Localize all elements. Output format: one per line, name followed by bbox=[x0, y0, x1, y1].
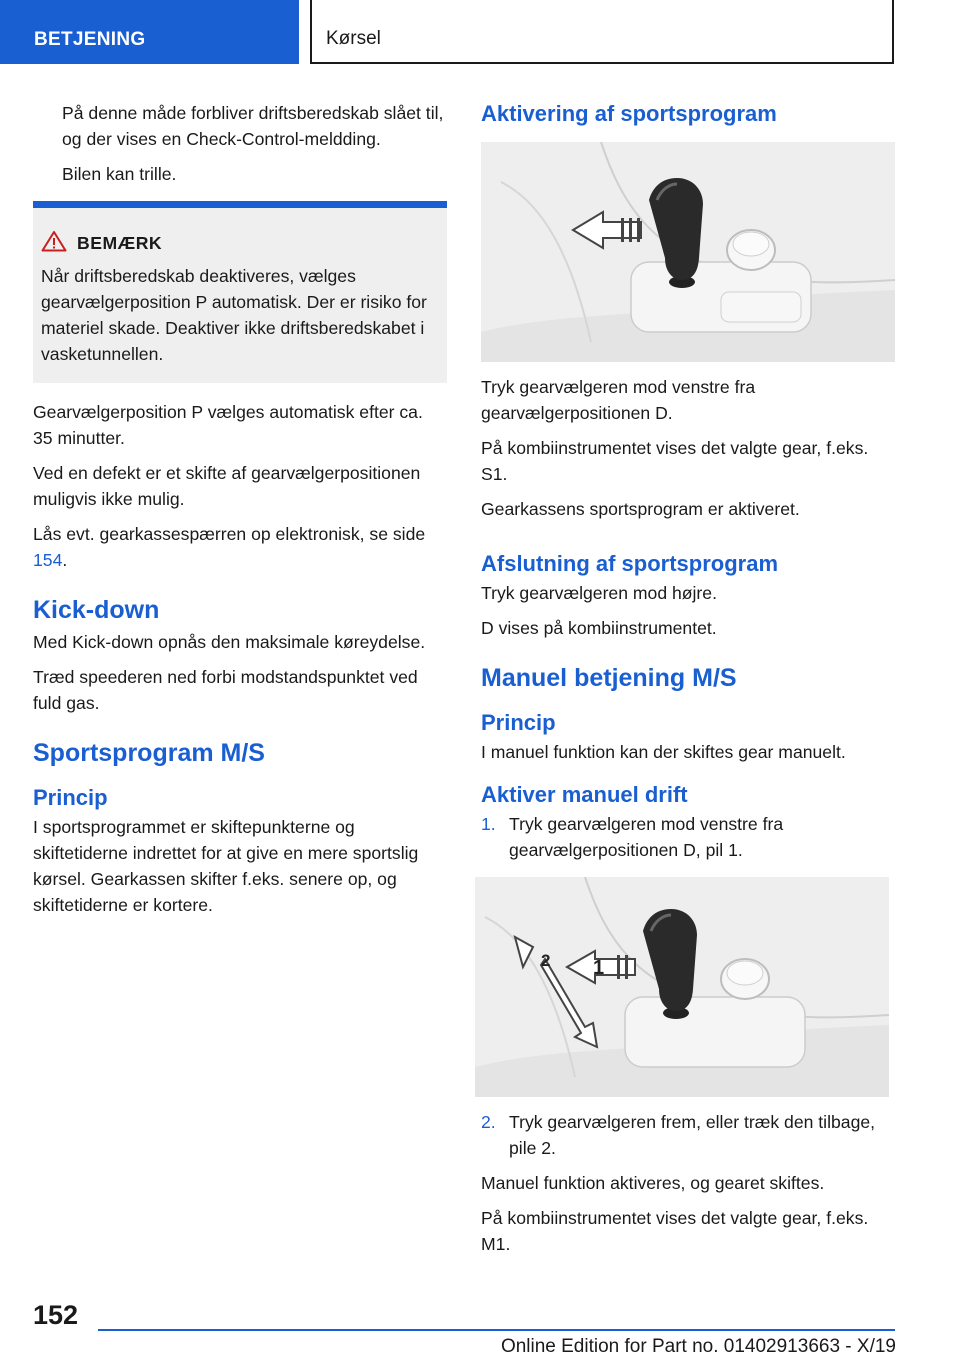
intro-paragraph: På denne måde forbliver driftsberedskab slået til, og der vises en Check-Control-meldding. bbox=[62, 103, 444, 149]
left-column bbox=[33, 100, 447, 927]
manual-heading: Manuel betjening M/S bbox=[481, 664, 737, 692]
right-column bbox=[481, 100, 895, 1266]
note-header bbox=[41, 230, 431, 257]
warning-triangle-icon bbox=[41, 230, 67, 257]
note-text: Når driftsberedskab deaktiveres, vælges gearvælgerposition P automatisk. Der er risiko for materiel skade. Deaktiver ikke driftsberedskabet i vasketunnellen. bbox=[41, 266, 427, 364]
sport-principle-heading: Princip bbox=[33, 785, 108, 810]
paragraph: Gearvælgerposition P vælges automatisk efter ca. 35 minutter. bbox=[33, 402, 423, 448]
step-number: 1. bbox=[481, 814, 496, 834]
figure-label-1: 1 bbox=[593, 957, 605, 979]
step-number: 2. bbox=[481, 1112, 496, 1132]
paragraph: Træd speederen ned forbi modstandspunktet ved fuld gas. bbox=[33, 667, 418, 713]
step-text: Tryk gearvælgeren frem, eller træk den tilbage, pile 2. bbox=[509, 1112, 876, 1158]
section-title: BETJENING bbox=[34, 29, 146, 50]
footer-divider bbox=[98, 1329, 895, 1331]
paragraph: Ved en defekt er et skifte af gearvælgerpositionen muligvis ikke mulig. bbox=[33, 463, 421, 509]
paragraph: Med Kick-down opnås den maksimale køreydelse. bbox=[33, 632, 426, 652]
list-item bbox=[481, 1109, 895, 1161]
paragraph: I sportsprogrammet er skiftepunkterne og skiftetiderne indrettet for at give en mere sportslig kørsel. Gearkassen skifter f.eks. senere op, og skiftetiderne er kortere. bbox=[33, 817, 419, 915]
step-text: Tryk gearvælgeren mod venstre fra gearvælgerpositionen D, pil 1. bbox=[509, 814, 784, 860]
paragraph: D vises på kombiinstrumentet. bbox=[481, 618, 717, 638]
section-tab bbox=[0, 0, 299, 64]
edition-text: Online Edition for Part no. 01402913663 - X/19 bbox=[500, 1336, 896, 1357]
paragraph: Tryk gearvælgeren mod højre. bbox=[481, 583, 717, 603]
page-link[interactable]: 154 bbox=[33, 550, 63, 570]
kickdown-heading: Kick-down bbox=[33, 596, 160, 624]
activate-manual-heading: Aktiver manuel drift bbox=[481, 782, 688, 807]
paragraph: Tryk gearvælgeren mod venstre fra gearvælgerpositionen D. bbox=[481, 377, 756, 423]
chapter-title: Kørsel bbox=[326, 28, 381, 49]
intro-paragraph: Bilen kan trille. bbox=[62, 164, 177, 184]
lock-text: Lås evt. gearkassespærren op elektronisk, se side bbox=[33, 524, 426, 544]
paragraph: I manuel funktion kan der skiftes gear manuelt. bbox=[481, 742, 846, 762]
activate-sport-heading: Aktivering af sportsprogram bbox=[481, 101, 777, 126]
chapter-tab bbox=[310, 0, 894, 64]
paragraph: På kombiinstrumentet vises det valgte gear, f.eks. M1. bbox=[481, 1208, 869, 1254]
gear-selector-illustration bbox=[481, 142, 895, 362]
paragraph: Manuel funktion aktiveres, og gearet skiftes. bbox=[481, 1173, 825, 1193]
page-number: 152 bbox=[33, 1300, 79, 1330]
paragraph: På kombiinstrumentet vises det valgte gear, f.eks. S1. bbox=[481, 438, 869, 484]
paragraph: Lås evt. gearkassespærren op elektronisk, se side 154. bbox=[33, 524, 426, 570]
paragraph: Gearkassens sportsprogram er aktiveret. bbox=[481, 499, 800, 519]
figure-label-2: 2 bbox=[541, 951, 551, 970]
note-box bbox=[33, 201, 447, 383]
manual-mode-illustration bbox=[475, 877, 889, 1097]
sport-heading: Sportsprogram M/S bbox=[33, 739, 265, 767]
list-item bbox=[481, 811, 895, 863]
manual-principle-heading: Princip bbox=[481, 710, 556, 735]
note-title: BEMÆRK bbox=[77, 233, 163, 253]
deactivate-sport-heading: Afslutning af sportsprogram bbox=[481, 551, 779, 576]
